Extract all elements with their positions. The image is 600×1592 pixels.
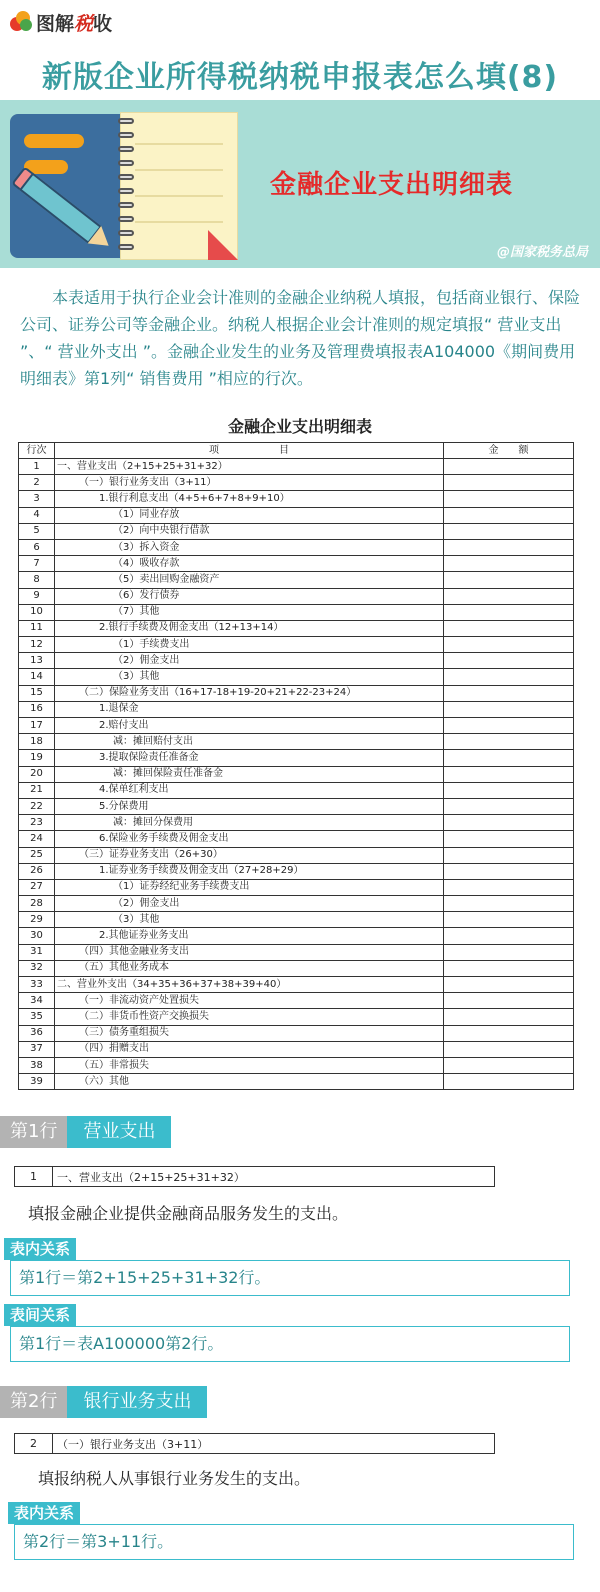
row-number: 32 — [19, 960, 55, 976]
row-amount — [444, 782, 574, 798]
row-number: 19 — [19, 750, 55, 766]
section-row-1-name: 营业支出 — [67, 1116, 171, 1148]
table-row — [19, 637, 574, 653]
section-row-2-label: 第2行 — [0, 1386, 67, 1418]
row-number: 9 — [19, 588, 55, 604]
row-item: 减：摊回赔付支出 — [55, 734, 444, 750]
row-item: （五）其他业务成本 — [55, 960, 444, 976]
row-number: 10 — [19, 604, 55, 620]
row-amount — [444, 928, 574, 944]
logo-suffix: 收 — [93, 12, 113, 35]
section-row-1-inner-tag: 表内关系 — [4, 1238, 76, 1260]
table-row — [19, 718, 574, 734]
row-number: 29 — [19, 912, 55, 928]
row-item: （3）其他 — [55, 912, 444, 928]
row-item: （1）证券经纪业务手续费支出 — [55, 879, 444, 895]
table-row — [19, 815, 574, 831]
row-item: 一、营业支出（2+15+25+31+32） — [53, 1167, 495, 1187]
table-row — [15, 1167, 495, 1187]
row-item: （二）非货币性资产交换损失 — [55, 1009, 444, 1025]
table-row — [19, 863, 574, 879]
row-number: 26 — [19, 863, 55, 879]
banner — [0, 100, 600, 268]
row-number: 18 — [19, 734, 55, 750]
row-number: 14 — [19, 669, 55, 685]
row-number: 31 — [19, 944, 55, 960]
row-item: （2）佣金支出 — [55, 896, 444, 912]
header-amount: 金 额 — [444, 443, 574, 459]
row-number: 3 — [19, 491, 55, 507]
table-row — [19, 556, 574, 572]
row-item: （1）同业存放 — [55, 507, 444, 523]
table-row — [19, 977, 574, 993]
row-number: 12 — [19, 637, 55, 653]
section-row-2-header — [0, 1386, 207, 1418]
row-item: （7）其他 — [55, 604, 444, 620]
row-number: 2 — [15, 1434, 53, 1454]
row-amount — [444, 1041, 574, 1057]
row-amount — [444, 572, 574, 588]
table-row — [19, 1057, 574, 1073]
row-number: 17 — [19, 718, 55, 734]
row-item: 6.保险业务手续费及佣金支出 — [55, 831, 444, 847]
row-amount — [444, 685, 574, 701]
row-number: 11 — [19, 620, 55, 636]
row-amount — [444, 491, 574, 507]
table-row — [19, 669, 574, 685]
table-row — [19, 475, 574, 491]
row-amount — [444, 1009, 574, 1025]
row-number: 1 — [19, 459, 55, 475]
table-row — [19, 523, 574, 539]
row-number: 33 — [19, 977, 55, 993]
table-row — [19, 539, 574, 555]
row-amount — [444, 1025, 574, 1041]
row-item: （四）捐赠支出 — [55, 1041, 444, 1057]
row-item: （一）银行业务支出（3+11） — [53, 1434, 495, 1454]
row-item: 2.其他证券业务支出 — [55, 928, 444, 944]
row-number: 36 — [19, 1025, 55, 1041]
row-number: 21 — [19, 782, 55, 798]
table-row — [19, 928, 574, 944]
row-amount — [444, 459, 574, 475]
row-number: 16 — [19, 701, 55, 717]
table-row — [19, 847, 574, 863]
row-amount — [444, 960, 574, 976]
row-amount — [444, 863, 574, 879]
section-row-2-name: 银行业务支出 — [67, 1386, 207, 1418]
row-amount — [444, 507, 574, 523]
row-item: （一）银行业务支出（3+11） — [55, 475, 444, 491]
table-row — [19, 588, 574, 604]
table-row — [19, 1025, 574, 1041]
row-item: 2.赔付支出 — [55, 718, 444, 734]
section-row-2-description: 填报纳税人从事银行业务发生的支出。 — [38, 1469, 311, 1488]
row-amount — [444, 831, 574, 847]
section-row-1-cross-tag: 表间关系 — [4, 1304, 76, 1326]
row-number: 38 — [19, 1057, 55, 1073]
row-number: 2 — [19, 475, 55, 491]
page-title: 新版企业所得税纳税申报表怎么填(8) — [41, 60, 559, 95]
table-row — [19, 798, 574, 814]
row-amount — [444, 588, 574, 604]
row-number: 30 — [19, 928, 55, 944]
row-amount — [444, 620, 574, 636]
row-item: （3）其他 — [55, 669, 444, 685]
row-amount — [444, 977, 574, 993]
row-number: 15 — [19, 685, 55, 701]
row-number: 22 — [19, 798, 55, 814]
row-item: 二、营业外支出（34+35+36+37+38+39+40） — [55, 977, 444, 993]
expense-detail-table — [18, 442, 574, 1090]
row-amount — [444, 669, 574, 685]
row-item: （六）其他 — [55, 1074, 444, 1090]
row-item: 1.退保金 — [55, 701, 444, 717]
table-row — [19, 1074, 574, 1090]
row-item: （五）非常损失 — [55, 1057, 444, 1073]
table-row — [19, 701, 574, 717]
row-item: （二）保险业务支出（16+17-18+19-20+21+22-23+24） — [55, 685, 444, 701]
table-row — [19, 750, 574, 766]
row-number: 6 — [19, 539, 55, 555]
logo-icon — [10, 11, 32, 33]
row-amount — [444, 896, 574, 912]
header-row-number: 行次 — [19, 443, 55, 459]
row-amount — [444, 879, 574, 895]
row-item: 减：摊回分保费用 — [55, 815, 444, 831]
logo — [10, 8, 112, 36]
table-row — [19, 912, 574, 928]
row-item: （2）佣金支出 — [55, 653, 444, 669]
table-row — [19, 766, 574, 782]
banner-subtitle: 金融企业支出明细表 — [270, 170, 514, 200]
row-amount — [444, 750, 574, 766]
row-amount — [444, 1057, 574, 1073]
row-number: 28 — [19, 896, 55, 912]
table-row — [19, 734, 574, 750]
section-row-2-inner-tag: 表内关系 — [8, 1502, 80, 1524]
row-amount — [444, 734, 574, 750]
table-row — [19, 459, 574, 475]
row-amount — [444, 718, 574, 734]
row-item: 4.保单红利支出 — [55, 782, 444, 798]
row-number: 35 — [19, 1009, 55, 1025]
table-row — [19, 944, 574, 960]
row-item: （2）向中央银行借款 — [55, 523, 444, 539]
table-row — [19, 507, 574, 523]
row-item: 1.证券业务手续费及佣金支出（27+28+29） — [55, 863, 444, 879]
logo-prefix: 图解 — [36, 12, 75, 35]
table-row — [19, 1009, 574, 1025]
row-item: （三）证券业务支出（26+30） — [55, 847, 444, 863]
row-amount — [444, 539, 574, 555]
row-amount — [444, 556, 574, 572]
row-number: 5 — [19, 523, 55, 539]
section-row-1-header — [0, 1116, 171, 1148]
table-header-row — [19, 443, 574, 459]
row-item: 减：摊回保险责任准备金 — [55, 766, 444, 782]
note-paper-icon — [120, 112, 238, 260]
binder-rings-icon — [118, 118, 134, 254]
section-row-1-inner-relation: 第1行＝第2+15+25+31+32行。 — [10, 1260, 570, 1296]
table-row — [15, 1434, 495, 1454]
row-amount — [444, 1074, 574, 1090]
row-item: 1.银行利息支出（4+5+6+7+8+9+10） — [55, 491, 444, 507]
row-amount — [444, 766, 574, 782]
section-row-2-inner-relation: 第2行＝第3+11行。 — [14, 1524, 574, 1560]
section-row-1-table — [14, 1166, 495, 1187]
table-row — [19, 620, 574, 636]
table-row — [19, 831, 574, 847]
row-amount — [444, 637, 574, 653]
table-row — [19, 960, 574, 976]
row-amount — [444, 701, 574, 717]
row-number: 1 — [15, 1167, 53, 1187]
row-amount — [444, 475, 574, 491]
row-number: 7 — [19, 556, 55, 572]
section-row-2-table — [14, 1433, 495, 1454]
table-row — [19, 653, 574, 669]
row-number: 23 — [19, 815, 55, 831]
row-item: 3.提取保险责任准备金 — [55, 750, 444, 766]
row-item: （1）手续费支出 — [55, 637, 444, 653]
row-amount — [444, 798, 574, 814]
table-row — [19, 1041, 574, 1057]
banner-credit: @国家税务总局 — [496, 245, 588, 260]
row-item: （6）发行债券 — [55, 588, 444, 604]
row-amount — [444, 944, 574, 960]
table-row — [19, 685, 574, 701]
section-row-1-cross-relation: 第1行＝表A100000第2行。 — [10, 1326, 570, 1362]
row-item: （三）债务重组损失 — [55, 1025, 444, 1041]
row-amount — [444, 993, 574, 1009]
row-amount — [444, 523, 574, 539]
row-number: 8 — [19, 572, 55, 588]
logo-text — [36, 9, 112, 36]
section-row-1-description: 填报金融企业提供金融商品服务发生的支出。 — [28, 1204, 349, 1223]
row-number: 39 — [19, 1074, 55, 1090]
row-item: 一、营业支出（2+15+25+31+32） — [55, 459, 444, 475]
table-row — [19, 572, 574, 588]
table-row — [19, 491, 574, 507]
row-number: 34 — [19, 993, 55, 1009]
row-item: 5.分保费用 — [55, 798, 444, 814]
row-number: 25 — [19, 847, 55, 863]
table-row — [19, 993, 574, 1009]
row-number: 13 — [19, 653, 55, 669]
row-item: （四）其他金融业务支出 — [55, 944, 444, 960]
table-row — [19, 879, 574, 895]
table-row — [19, 604, 574, 620]
table-row — [19, 782, 574, 798]
row-number: 37 — [19, 1041, 55, 1057]
row-item: 2.银行手续费及佣金支出（12+13+14） — [55, 620, 444, 636]
row-item: （5）卖出回购金融资产 — [55, 572, 444, 588]
table-row — [19, 896, 574, 912]
row-amount — [444, 847, 574, 863]
section-row-1-label: 第1行 — [0, 1116, 67, 1148]
row-item: （3）拆入资金 — [55, 539, 444, 555]
row-amount — [444, 604, 574, 620]
intro-paragraph: 本表适用于执行企业会计准则的金融企业纳税人填报，包括商业银行、保险公司、证券公司等金融企业。纳税人根据企业会计准则的规定填报“ 营业支出 ”、“ 营业外支出 ”。金融企业发生的业务及管理费填报表A104000《期间费用明细表》第1列“ 销售费用 ”相应的行次。 — [20, 288, 581, 388]
logo-tax: 税 — [74, 12, 94, 35]
row-number: 24 — [19, 831, 55, 847]
row-amount — [444, 653, 574, 669]
row-item: （4）吸收存款 — [55, 556, 444, 572]
row-item: （一）非流动资产处置损失 — [55, 993, 444, 1009]
row-number: 4 — [19, 507, 55, 523]
row-number: 20 — [19, 766, 55, 782]
row-amount — [444, 912, 574, 928]
table-title: 金融企业支出明细表 — [227, 417, 372, 436]
row-amount — [444, 815, 574, 831]
row-number: 27 — [19, 879, 55, 895]
header-item: 项 目 — [55, 443, 444, 459]
